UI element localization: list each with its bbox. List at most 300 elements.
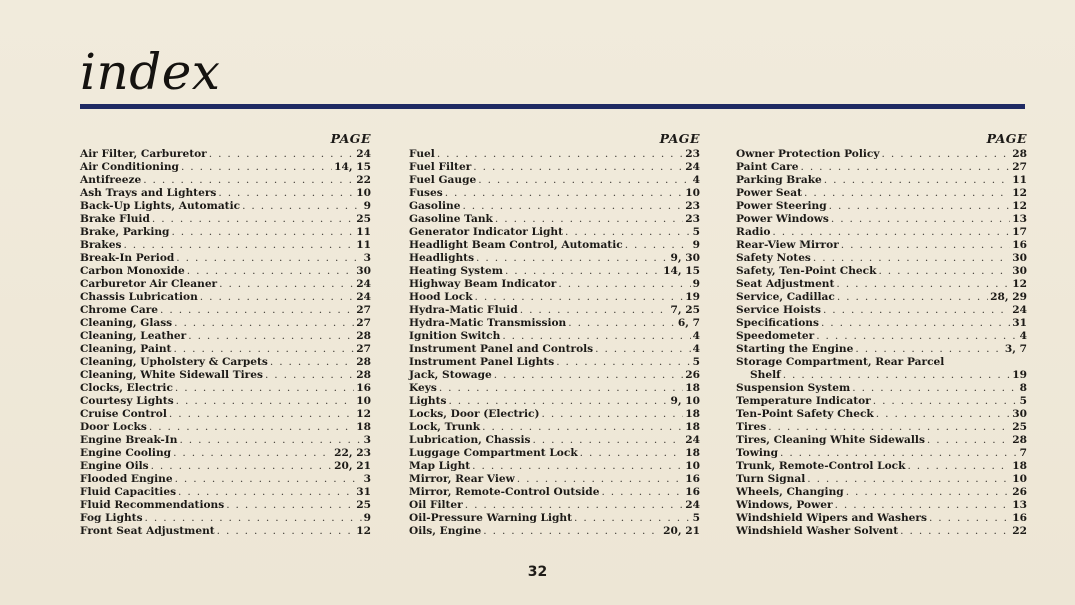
- dot-leader: [780, 447, 1018, 460]
- index-page-ref: 31: [1012, 317, 1027, 329]
- index-term: Starting the Engine: [736, 343, 854, 355]
- index-entry: [80, 382, 371, 395]
- index-page-ref: 14, 15: [663, 265, 700, 277]
- dot-leader: [226, 499, 354, 512]
- index-term: Map Light: [409, 460, 471, 472]
- dot-leader: [476, 252, 668, 265]
- index-page-ref: 10: [685, 460, 700, 472]
- index-term: Gasoline Tank: [409, 213, 493, 225]
- index-term: Service Hoists: [736, 304, 821, 316]
- dot-leader: [445, 187, 684, 200]
- index-term: Cleaning, Glass: [80, 317, 173, 329]
- index-term: Speedometer: [736, 330, 815, 342]
- page-column-header: PAGE: [986, 131, 1027, 146]
- index-entry: [409, 265, 700, 278]
- index-term: Tires: [736, 421, 767, 433]
- dot-leader: [495, 213, 683, 226]
- index-page-ref: 5: [692, 512, 700, 524]
- index-entry: [80, 265, 371, 278]
- index-term: Service, Cadillac: [736, 291, 835, 303]
- dot-leader: [160, 304, 354, 317]
- index-entry: [80, 148, 371, 161]
- index-entry: [80, 213, 371, 226]
- dot-leader: [876, 408, 1010, 421]
- index-term: Clocks, Electric: [80, 382, 173, 394]
- dot-leader: [813, 252, 1010, 265]
- index-term: Locks, Door (Electric): [409, 408, 540, 420]
- index-entry: [80, 408, 371, 421]
- index-entry: [736, 304, 1027, 317]
- dot-leader: [174, 317, 354, 330]
- entry-list: [80, 148, 371, 538]
- index-term: Back-Up Lights, Automatic: [80, 200, 241, 212]
- index-term: Fluid Recommendations: [80, 499, 225, 511]
- index-entry: [736, 252, 1027, 265]
- dot-leader: [123, 239, 354, 252]
- index-page-ref: 24: [685, 434, 700, 446]
- index-entry: [736, 512, 1027, 525]
- index-page-ref: 12: [1012, 200, 1027, 212]
- index-page-ref: 9: [363, 200, 371, 212]
- index-entry: [409, 148, 700, 161]
- dot-leader: [846, 486, 1011, 499]
- index-entry: [80, 174, 371, 187]
- index-entry: [736, 499, 1027, 512]
- index-term: Flooded Engine: [80, 473, 173, 485]
- index-page-ref: 9: [363, 512, 371, 524]
- index-entry: [736, 226, 1027, 239]
- index-page-ref: 27: [356, 343, 371, 355]
- index-term: Fuel: [409, 148, 435, 160]
- index-page-ref: 28: [356, 356, 371, 368]
- title-rule: [80, 104, 1025, 109]
- dot-leader: [439, 382, 683, 395]
- index-term: Hydra-Matic Transmission: [409, 317, 567, 329]
- index-term: Keys: [409, 382, 437, 394]
- index-term: Ignition Switch: [409, 330, 501, 342]
- dot-leader: [437, 148, 683, 161]
- index-term: Cleaning, White Sidewall Tires: [80, 369, 263, 381]
- index-term: Safety Notes: [736, 252, 811, 264]
- index-term: Trunk, Remote-Control Lock: [736, 460, 906, 472]
- index-entry: [80, 304, 371, 317]
- index-term: Carbon Monoxide: [80, 265, 185, 277]
- index-page-ref: 19: [1012, 369, 1027, 381]
- dot-leader: [580, 447, 684, 460]
- index-entry: [736, 187, 1027, 200]
- index-page-ref: 24: [356, 291, 371, 303]
- index-term: Generator Indicator Light: [409, 226, 564, 238]
- index-page-ref: 11: [356, 239, 371, 251]
- index-entry: [409, 278, 700, 291]
- index-page-ref: 16: [1012, 239, 1027, 251]
- index-page-ref: 4: [1019, 330, 1027, 342]
- index-entry: [409, 200, 700, 213]
- dot-leader: [217, 525, 355, 538]
- index-entry: [80, 239, 371, 252]
- index-page-ref: 12: [1012, 278, 1027, 290]
- dot-leader: [804, 187, 1010, 200]
- index-page-ref: 28: [1012, 434, 1027, 446]
- index-entry: [80, 187, 371, 200]
- index-entry: [80, 252, 371, 265]
- index-page-ref: 19: [685, 291, 700, 303]
- index-term: Chrome Care: [80, 304, 159, 316]
- index-page-ref: 11: [356, 226, 371, 238]
- index-entry: [80, 473, 371, 486]
- index-page-ref: 18: [1012, 460, 1027, 472]
- index-term: Courtesy Lights: [80, 395, 174, 407]
- index-entry: [80, 460, 371, 473]
- index-page-ref: 3: [363, 434, 371, 446]
- dot-leader: [835, 499, 1011, 512]
- index-entry: [80, 525, 371, 538]
- index-page-ref: 27: [1012, 161, 1027, 173]
- index-page-ref: 28: [356, 369, 371, 381]
- dot-leader: [852, 382, 1017, 395]
- index-entry: [409, 213, 700, 226]
- index-entry: [736, 278, 1027, 291]
- index-page-ref: 30: [1012, 252, 1027, 264]
- dot-leader: [209, 148, 354, 161]
- index-page-ref: 27: [356, 304, 371, 316]
- index-entry: [409, 161, 700, 174]
- index-entry: [409, 187, 700, 200]
- index-page-ref: 23: [685, 213, 700, 225]
- index-entry: [409, 304, 700, 317]
- page-title: index: [80, 43, 221, 101]
- index-page-ref: 16: [1012, 512, 1027, 524]
- index-page-ref: 18: [685, 382, 700, 394]
- index-page-ref: 13: [1012, 499, 1027, 511]
- entry-list: [409, 148, 700, 538]
- dot-leader: [176, 252, 361, 265]
- index-term: Instrument Panel Lights: [409, 356, 555, 368]
- dot-leader: [145, 512, 362, 525]
- index-entry: [409, 473, 700, 486]
- dot-leader: [625, 239, 691, 252]
- index-entry: [80, 343, 371, 356]
- index-entry: [736, 525, 1027, 538]
- index-page-ref: 16: [685, 486, 700, 498]
- index-term: Radio: [736, 226, 771, 238]
- index-entry: [409, 499, 700, 512]
- index-term: Paint Care: [736, 161, 799, 173]
- index-page-ref: 9, 30: [670, 252, 700, 264]
- index-entry: [409, 330, 700, 343]
- index-page-ref: 22: [1012, 525, 1027, 537]
- dot-leader: [558, 278, 690, 291]
- index-entry: [736, 148, 1027, 161]
- index-term: Brake Fluid: [80, 213, 150, 225]
- index-term: Fluid Capacities: [80, 486, 177, 498]
- index-page-ref: 10: [1012, 473, 1027, 485]
- index-page-ref: 16: [356, 382, 371, 394]
- index-entry: [736, 265, 1027, 278]
- index-page-ref: 22, 23: [334, 447, 371, 459]
- index-page-ref: 12: [356, 408, 371, 420]
- index-entry: [80, 421, 371, 434]
- index-page-ref: 25: [1012, 421, 1027, 433]
- index-entry: [736, 161, 1027, 174]
- index-term: Specifications: [736, 317, 819, 329]
- index-page-ref: 24: [685, 161, 700, 173]
- index-entry: [409, 343, 700, 356]
- index-term: Cruise Control: [80, 408, 167, 420]
- dot-leader: [181, 161, 332, 174]
- dot-leader: [219, 278, 354, 291]
- index-page-ref: 5: [692, 226, 700, 238]
- index-term: Hood Lock: [409, 291, 473, 303]
- index-entry: [80, 447, 371, 460]
- index-entry: [736, 408, 1027, 421]
- dot-leader: [483, 525, 661, 538]
- dot-leader: [807, 473, 1010, 486]
- index-entry: [409, 317, 700, 330]
- dot-leader: [841, 239, 1010, 252]
- dot-leader: [465, 499, 684, 512]
- index-term: Door Locks: [80, 421, 147, 433]
- index-entry: [736, 174, 1027, 187]
- dot-leader: [448, 395, 668, 408]
- index-entry: [80, 226, 371, 239]
- index-term: Hydra-Matic Fluid: [409, 304, 518, 316]
- index-term: Mirror, Remote-Control Outside: [409, 486, 600, 498]
- index-page-ref: 14, 15: [334, 161, 371, 173]
- dot-leader: [517, 473, 683, 486]
- index-page-ref: 7, 25: [670, 304, 700, 316]
- dot-leader: [556, 356, 690, 369]
- index-entry: [736, 317, 1027, 330]
- index-entry: [80, 330, 371, 343]
- index-entry: [736, 369, 1027, 382]
- index-page-ref: 18: [685, 447, 700, 459]
- index-entry: [736, 382, 1027, 395]
- index-page-ref: 28: [1012, 148, 1027, 160]
- dot-leader: [929, 512, 1010, 525]
- index-term: Highway Beam Indicator: [409, 278, 557, 290]
- dot-leader: [169, 408, 354, 421]
- index-term: Seat Adjustment: [736, 278, 835, 290]
- index-entry: [736, 200, 1027, 213]
- dot-leader: [823, 304, 1010, 317]
- dot-leader: [882, 148, 1011, 161]
- index-page-ref: 5: [1019, 395, 1027, 407]
- index-term: Luggage Compartment Lock: [409, 447, 578, 459]
- index-page-ref: 26: [685, 369, 700, 381]
- entry-list: [736, 148, 1027, 538]
- dot-leader: [772, 226, 1010, 239]
- index-term: Oil-Pressure Warning Light: [409, 512, 573, 524]
- index-term: Fuses: [409, 187, 443, 199]
- dot-leader: [532, 434, 683, 447]
- index-page-ref: 25: [356, 499, 371, 511]
- index-page-ref: 30: [356, 265, 371, 277]
- index-page-ref: 3: [363, 473, 371, 485]
- index-entry: [736, 395, 1027, 408]
- index-page-ref: 3: [363, 252, 371, 264]
- index-page-ref: 22: [356, 174, 371, 186]
- index-entry: [80, 278, 371, 291]
- index-entry: [409, 356, 700, 369]
- index-entry: [409, 447, 700, 460]
- index-term: Gasoline: [409, 200, 461, 212]
- index-entry: [80, 356, 371, 369]
- index-term: Mirror, Rear View: [409, 473, 515, 485]
- index-entry: [736, 421, 1027, 434]
- index-term: Turn Signal: [736, 473, 806, 485]
- index-term: Tires, Cleaning White Sidewalls: [736, 434, 925, 446]
- dot-leader: [188, 330, 354, 343]
- index-entry: [736, 330, 1027, 343]
- index-term: Lubrication, Chassis: [409, 434, 531, 446]
- index-page-ref: 11: [1012, 174, 1027, 186]
- dot-leader: [151, 460, 333, 473]
- index-term: Cleaning, Upholstery & Carpets: [80, 356, 268, 368]
- index-page-ref: 12: [356, 525, 371, 537]
- index-term: Safety, Ten-Point Check: [736, 265, 877, 277]
- index-term: Temperature Indicator: [736, 395, 871, 407]
- index-term: Ash Trays and Lighters: [80, 187, 217, 199]
- index-entry: [736, 460, 1027, 473]
- index-page-ref: 20, 21: [334, 460, 371, 472]
- dot-leader: [265, 369, 354, 382]
- index-page-ref: 4: [692, 343, 700, 355]
- index-term: Suspension System: [736, 382, 851, 394]
- dot-leader: [200, 291, 354, 304]
- index-entry: [80, 499, 371, 512]
- index-page-ref: 7: [1019, 447, 1027, 459]
- dot-leader: [173, 343, 354, 356]
- index-term: Rear-View Mirror: [736, 239, 839, 251]
- index-entry: [736, 343, 1027, 356]
- index-term: Air Conditioning: [80, 161, 179, 173]
- index-page-ref: 9: [692, 278, 700, 290]
- dot-leader: [242, 200, 362, 213]
- index-page-ref: 24: [356, 278, 371, 290]
- dot-leader: [176, 395, 355, 408]
- index-entry: [409, 382, 700, 395]
- index-entry: [736, 291, 1027, 304]
- dot-leader: [816, 330, 1017, 343]
- index-entry: [80, 434, 371, 447]
- index-term: Power Windows: [736, 213, 829, 225]
- index-entry: [736, 486, 1027, 499]
- index-term: Lock, Trunk: [409, 421, 481, 433]
- dot-leader: [502, 330, 690, 343]
- dot-leader: [878, 265, 1010, 278]
- index-term: Ten-Point Safety Check: [736, 408, 874, 420]
- index-entry: [736, 473, 1027, 486]
- dot-leader: [927, 434, 1010, 447]
- dot-leader: [595, 343, 691, 356]
- dot-leader: [783, 369, 1011, 382]
- index-page-ref: 12: [1012, 187, 1027, 199]
- index-term: Oils, Engine: [409, 525, 482, 537]
- dot-leader: [149, 421, 354, 434]
- index-term: Headlights: [409, 252, 475, 264]
- index-term: Cleaning, Leather: [80, 330, 187, 342]
- index-page-ref: 20, 21: [663, 525, 700, 537]
- index-entry: [409, 291, 700, 304]
- dot-leader: [824, 174, 1010, 187]
- index-term: Break-In Period: [80, 252, 175, 264]
- index-entry: [409, 369, 700, 382]
- index-entry: [80, 512, 371, 525]
- dot-leader: [829, 200, 1011, 213]
- index-page-ref: 28: [356, 330, 371, 342]
- index-page-ref: 24: [685, 499, 700, 511]
- index-page-ref: 3, 7: [1004, 343, 1027, 355]
- index-entry: [80, 486, 371, 499]
- index-entry: [80, 161, 371, 174]
- index-page-ref: 10: [356, 187, 371, 199]
- dot-leader: [270, 356, 354, 369]
- index-term: Storage Compartment, Rear Parcel: [736, 356, 945, 368]
- index-page-ref: 30: [1012, 265, 1027, 277]
- index-entry: [736, 434, 1027, 447]
- dot-leader: [601, 486, 683, 499]
- index-page-ref: 8: [1019, 382, 1027, 394]
- index-page-ref: 9, 10: [670, 395, 700, 407]
- index-term: Brakes: [80, 239, 122, 251]
- index-entry: [409, 512, 700, 525]
- dot-leader: [873, 395, 1018, 408]
- index-term: Headlight Beam Control, Automatic: [409, 239, 623, 251]
- index-page-ref: 24: [1012, 304, 1027, 316]
- dot-leader: [175, 382, 354, 395]
- index-entry: [409, 434, 700, 447]
- index-term: Lights: [409, 395, 447, 407]
- index-page-ref: 10: [685, 187, 700, 199]
- index-page-ref: 13: [1012, 213, 1027, 225]
- index-term: Windshield Wipers and Washers: [736, 512, 927, 524]
- index-entry: [409, 486, 700, 499]
- index-entry: [409, 525, 700, 538]
- dot-leader: [831, 213, 1010, 226]
- index-page-ref: 18: [356, 421, 371, 433]
- index-term: Fuel Gauge: [409, 174, 477, 186]
- index-term: Antifreeze: [80, 174, 142, 186]
- index-entry: [80, 369, 371, 382]
- index-term: Oil Filter: [409, 499, 463, 511]
- dot-leader: [494, 369, 683, 382]
- index-term: Power Steering: [736, 200, 827, 212]
- dot-leader: [472, 460, 683, 473]
- index-entry: [80, 395, 371, 408]
- index-term: Air Filter, Carburetor: [80, 148, 207, 160]
- index-page-ref: 18: [685, 408, 700, 420]
- dot-leader: [900, 525, 1010, 538]
- index-entry: [409, 408, 700, 421]
- index-term: Engine Cooling: [80, 447, 172, 459]
- dot-leader: [542, 408, 684, 421]
- index-page-ref: 31: [356, 486, 371, 498]
- index-term: Front Seat Adjustment: [80, 525, 215, 537]
- dot-leader: [462, 200, 683, 213]
- index-entry: [80, 291, 371, 304]
- dot-leader: [574, 512, 691, 525]
- index-entry: [409, 239, 700, 252]
- index-entry: [409, 460, 700, 473]
- index-term: Windows, Power: [736, 499, 833, 511]
- dot-leader: [821, 317, 1010, 330]
- index-term: Brake, Parking: [80, 226, 170, 238]
- index-term: Heating System: [409, 265, 503, 277]
- index-entry: [736, 213, 1027, 226]
- dot-leader: [143, 174, 354, 187]
- index-entry: [736, 356, 1027, 369]
